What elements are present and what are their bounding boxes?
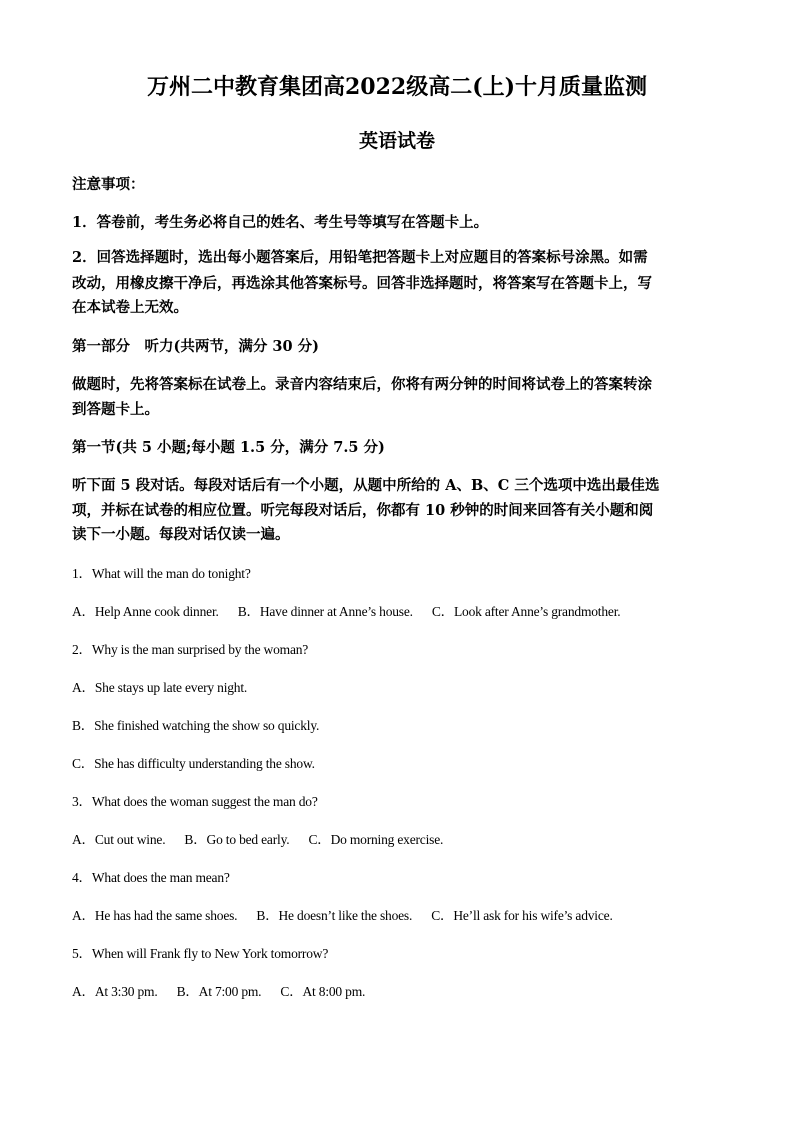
question-2-option-c: C．She has difficulty understanding the show. bbox=[72, 756, 315, 771]
notes-item-1: 1．答卷前，考生务必将自己的姓名、考生号等填写在答题卡上。 bbox=[72, 214, 489, 231]
part1-instruction-line-1: 做题时，先将答案标在试卷上。录音内容结束后，你将有两分钟的时间将试卷上的答案转涂 bbox=[72, 376, 652, 393]
question-3-options: A．Cut out wine. B．Go to bed early. C．Do morning exercise. bbox=[72, 832, 444, 847]
question-2-option-b: B．She finished watching the show so quickly. bbox=[72, 718, 320, 733]
notes-heading: 注意事项： bbox=[72, 176, 145, 193]
question-2-option-a: A．She stays up late every night. bbox=[72, 680, 248, 695]
question-5-options: A．At 3:30 pm. B．At 7:00 pm. C．At 8:00 pm. bbox=[72, 984, 366, 999]
question-5-stem: 5．When will Frank fly to New York tomorrow? bbox=[72, 946, 329, 961]
question-1-stem: 1．What will the man do tonight? bbox=[72, 566, 251, 581]
question-1-options: A．Help Anne cook dinner. B．Have dinner at Anne’s house. C．Look after Anne’s grandmother. bbox=[72, 604, 621, 619]
exam-subtitle: 英语试卷 bbox=[358, 130, 435, 152]
exam-title: 万州二中教育集团高2022级高二(上)十月质量监测 bbox=[146, 74, 648, 100]
part1-heading: 第一部分 听力(共两节，满分 30 分) bbox=[72, 338, 319, 355]
notes-item-2-line-2: 改动，用橡皮擦干净后，再选涂其他答案标号。回答非选择题时，将答案写在答题卡上，写 bbox=[72, 275, 652, 292]
question-4-options: A．He has had the same shoes. B．He doesn’t like the shoes. C．He’ll ask for his wife’s advice. bbox=[72, 908, 613, 923]
section1-instruction-line-2: 项，并标在试卷的相应位置。听完每段对话后，你都有 10 秒钟的时间来回答有关小题和阅 bbox=[72, 502, 654, 519]
notes-item-2-line-1: 2．回答选择题时，选出每小题答案后，用铅笔把答题卡上对应题目的答案标号涂黑。如需 bbox=[72, 249, 648, 266]
question-2-stem: 2．Why is the man surprised by the woman? bbox=[72, 642, 309, 657]
section1-instruction-line-3: 读下一小题。每段对话仅读一遍。 bbox=[72, 526, 290, 543]
question-4-stem: 4．What does the man mean? bbox=[72, 870, 230, 885]
section1-heading: 第一节(共 5 小题;每小题 1.5 分，满分 7.5 分) bbox=[72, 439, 385, 456]
part1-instruction-line-2: 到答题卡上。 bbox=[72, 401, 159, 418]
question-3-stem: 3．What does the woman suggest the man do? bbox=[72, 794, 318, 809]
notes-item-2-line-3: 在本试卷上无效。 bbox=[72, 299, 188, 316]
section1-instruction-line-1: 听下面 5 段对话。每段对话后有一个小题，从题中所给的 A、B、C 三个选项中选出最佳选 bbox=[72, 477, 660, 494]
